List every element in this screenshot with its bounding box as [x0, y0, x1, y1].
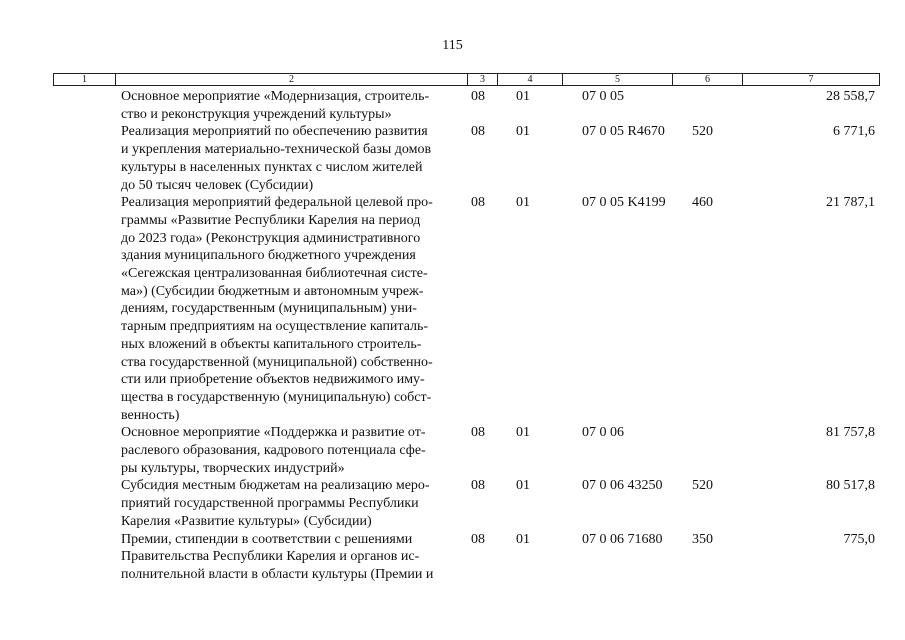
row-subsection-code: 01	[516, 425, 530, 441]
row-target-article: 07 0 05 K4199	[582, 195, 666, 211]
row-description: Субсидия местным бюджетам на реализацию меро- приятий государственной программы Республики Карелия «Развитие культуры» (Субсидии)	[121, 478, 430, 529]
table-row	[0, 424, 905, 477]
row-description: Реализация мероприятий федеральной целевой про- граммы «Развитие Республики Карелия на период до 2023 года» (Реконструкция административного здания муниципального бюджетного учреждения «Сегежская централизованная библиотечная систе- ма») (Субсидии бюджетным и автономным учреж- дениям, государственным (муниципальным) уни- тарным предприятиям на осуществление капиталь- ных вложений в объекты капитального строитель- ства государственной (муниципальной) собственно- сти или приобретение объектов недвижимого иму- щества в государственную (муниципальную) собст- венность)	[121, 195, 433, 423]
row-description: Премии, стипендии в соответствии с решениями Правительства Республики Карелия и органов ис- полнительной власти в области культуры (Премии и	[121, 531, 434, 582]
row-target-article: 07 0 05	[582, 89, 624, 104]
row-target-article: 07 0 06 43250	[582, 478, 663, 494]
header-col-7: 7	[808, 74, 814, 85]
row-expense-type: 520	[692, 478, 713, 494]
row-expense-type: 460	[692, 195, 713, 211]
table-row	[0, 477, 905, 530]
row-section-code: 08	[471, 195, 485, 211]
row-target-article: 07 0 05 R4670	[582, 124, 665, 140]
row-target-article: 07 0 06 71680	[582, 531, 663, 547]
row-subsection-code: 01	[516, 531, 530, 547]
header-col-4: 4	[498, 74, 563, 85]
page-number: 115	[442, 38, 463, 53]
row-description: Основное мероприятие «Поддержка и развитие от- раслевого образования, кадрового потенциала сфе- ры культуры, творческих индустрий»	[121, 425, 426, 476]
header-col-6: 6	[673, 74, 743, 85]
row-expense-type: 350	[692, 531, 713, 547]
table-row	[0, 194, 905, 424]
table-header	[53, 73, 880, 86]
header-col-5: 5	[563, 74, 673, 85]
row-section-code: 08	[471, 425, 485, 441]
row-section-code: 08	[471, 124, 485, 140]
row-amount: 6 771,6	[833, 124, 875, 140]
row-target-article: 07 0 06	[582, 425, 624, 441]
row-subsection-code: 01	[516, 89, 530, 104]
table-row	[0, 88, 905, 123]
row-subsection-code: 01	[516, 195, 530, 211]
row-amount: 81 757,8	[826, 425, 875, 441]
row-amount: 775,0	[843, 531, 875, 547]
row-section-code: 08	[471, 89, 485, 104]
header-col-1: 1	[54, 74, 116, 85]
row-subsection-code: 01	[516, 478, 530, 494]
header-col-2: 2	[116, 74, 468, 85]
row-section-code: 08	[471, 478, 485, 494]
table-row	[0, 531, 905, 584]
row-description: Реализация мероприятий по обеспечению развития и укрепления материально-технической базы домов культуры в населенных пунктах с числом жителей до 50 тысяч человек (Субсидии)	[121, 124, 432, 193]
row-description: Основное мероприятие «Модернизация, строитель- ство и реконструкция учреждений культуры»	[121, 89, 430, 122]
header-col-3: 3	[468, 74, 498, 85]
row-section-code: 08	[471, 531, 485, 547]
table-body	[0, 88, 905, 584]
row-expense-type: 520	[692, 124, 713, 140]
row-amount: 21 787,1	[826, 195, 875, 211]
table-row	[0, 123, 905, 194]
row-amount: 28 558,7	[826, 89, 875, 104]
row-subsection-code: 01	[516, 124, 530, 140]
row-amount: 80 517,8	[826, 478, 875, 494]
